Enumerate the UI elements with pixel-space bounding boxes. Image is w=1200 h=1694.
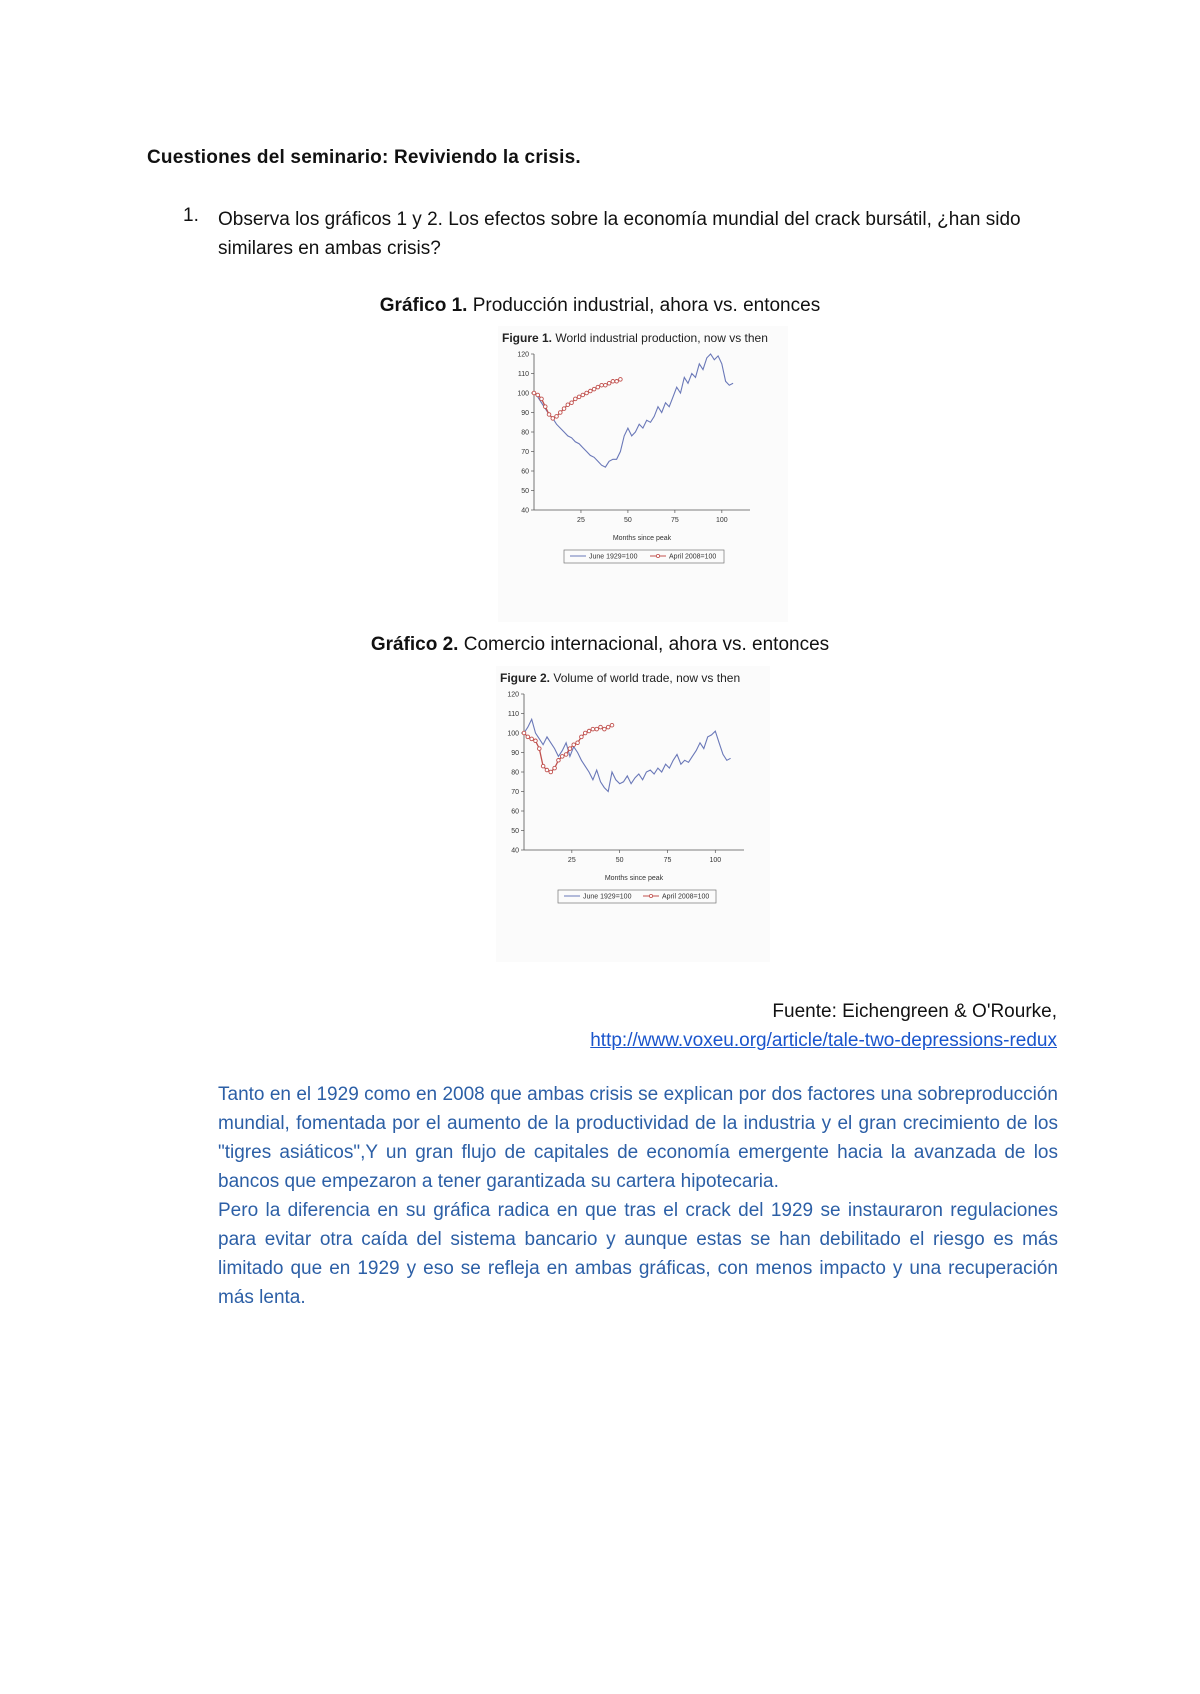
series-point (603, 727, 607, 731)
figure-1-svg (498, 326, 788, 622)
series-point (611, 380, 615, 384)
source-link[interactable]: http://www.voxeu.org/article/tale-two-depressions-redux (590, 1030, 1057, 1051)
series-point (585, 391, 589, 395)
y-tick-label: 110 (517, 371, 529, 378)
figure-2-caption-bold: Gráfico 2. (370, 634, 459, 655)
series-point (562, 407, 566, 411)
y-tick-label: 120 (507, 691, 519, 699)
figure-2-caption-text: Comercio internacional, ahora vs. entonces (458, 634, 830, 655)
series-point (600, 383, 604, 387)
series-point (568, 747, 572, 751)
answer-paragraph-1: Tanto en el 1929 como en 2008 que ambas crisis se explican por dos factores una sobreproducción mundial, fomentada por el aumento de la productividad de la industria y el gran crecimiento de los "tigres asiáticos",Y un gran flujo de capitales de economía emergente hacia la avanzada de los bancos que empezaron a tener garantizada su cartera hipotecaria. (218, 1084, 1058, 1192)
legend-marker (656, 554, 659, 557)
series-point (543, 405, 547, 409)
series-point (545, 768, 549, 772)
x-tick-label: 25 (567, 857, 576, 864)
figure-1-caption (0, 295, 1200, 317)
series-point (541, 764, 545, 768)
chart-title-text: Volume of world trade, now vs then (550, 671, 741, 685)
figure-2-svg (496, 666, 770, 962)
chart-title-bold: Figure 2. (500, 671, 551, 685)
figure-2-caption (0, 634, 1200, 656)
y-tick-label: 80 (511, 769, 519, 777)
y-tick-label: 90 (511, 750, 519, 757)
y-tick-label: 110 (507, 711, 519, 718)
y-tick-label: 60 (521, 468, 529, 476)
series-point (557, 759, 561, 763)
series-point (538, 747, 542, 751)
series-point (610, 723, 614, 727)
series-point (566, 403, 570, 407)
x-tick-label: 75 (670, 517, 679, 524)
series-point (560, 755, 564, 759)
legend-label: April 2008=100 (662, 893, 710, 901)
legend-marker (649, 894, 652, 897)
series-point (570, 401, 574, 405)
series-point (615, 380, 619, 384)
series-point (576, 741, 580, 745)
series-point (599, 725, 603, 729)
series-line-1 (524, 719, 731, 791)
series-point (540, 397, 544, 401)
y-tick-label: 70 (521, 449, 529, 456)
series-point (580, 735, 584, 739)
series-point (619, 378, 623, 382)
series-point (536, 393, 540, 397)
figure-1-chart (498, 326, 788, 622)
chart-title-text: World industrial production, now vs then (552, 331, 768, 345)
y-tick-label: 50 (521, 488, 529, 495)
legend-label: June 1929=100 (589, 553, 638, 561)
series-point (549, 770, 553, 774)
series-point (592, 387, 596, 391)
series-point (572, 743, 576, 747)
chart-title (500, 671, 740, 685)
series-point (574, 397, 578, 401)
figure-1-caption-bold: Gráfico 1. (379, 295, 468, 316)
series-point (526, 735, 530, 739)
x-axis-label: Months since peak (612, 535, 672, 542)
series-point (589, 389, 593, 393)
legend-label: June 1929=100 (583, 893, 632, 901)
y-tick-label: 40 (511, 847, 519, 855)
x-tick-label: 75 (663, 857, 672, 864)
series-point (555, 415, 559, 419)
question-text: Observa los gráficos 1 y 2. Los efectos sobre la economía mundial del crack bursátil, ¿han sido similares en ambas crisis? (218, 209, 1021, 259)
y-tick-label: 100 (507, 730, 519, 738)
y-tick-label: 100 (517, 390, 529, 398)
source-citation (590, 997, 1057, 1055)
y-tick-label: 90 (521, 410, 529, 417)
y-tick-label: 40 (521, 507, 529, 515)
question-number: 1. (183, 205, 199, 226)
chart-title-bold: Figure 1. (502, 331, 553, 345)
series-point (607, 381, 611, 385)
series-point (583, 731, 587, 735)
series-point (532, 391, 536, 395)
x-tick-label: 50 (615, 857, 624, 864)
x-axis-label: Months since peak (604, 875, 664, 882)
y-tick-label: 50 (511, 828, 519, 835)
chart-title (502, 331, 768, 345)
figure-1-caption-text: Producción industrial, ahora vs. entonces (467, 295, 821, 316)
series-point (596, 385, 600, 389)
series-point (577, 395, 581, 399)
x-tick-label: 100 (715, 517, 728, 524)
answer-block (218, 1080, 1058, 1312)
figure-2-chart (496, 666, 770, 962)
series-point (558, 411, 562, 415)
series-point (606, 725, 610, 729)
page-title: Cuestiones del seminario: Reviviendo la crisis. (147, 147, 581, 168)
series-point (587, 729, 591, 733)
legend-label: April 2008=100 (669, 553, 717, 561)
series-point (564, 753, 568, 757)
y-tick-label: 120 (517, 351, 529, 359)
series-point (522, 731, 526, 735)
series-point (534, 739, 538, 743)
series-point (581, 393, 585, 397)
y-tick-label: 80 (521, 429, 529, 437)
series-point (530, 737, 534, 741)
series-point (595, 727, 599, 731)
series-point (551, 417, 555, 421)
series-point (604, 383, 608, 387)
x-tick-label: 50 (624, 517, 632, 524)
y-tick-label: 70 (511, 789, 519, 796)
series-point (553, 766, 557, 770)
series-point (591, 727, 595, 731)
series-point (547, 413, 551, 417)
answer-paragraph-2: Pero la diferencia en su gráfica radica en que tras el crack del 1929 se instauraron regulaciones para evitar otra caída del sistema bancario y aunque estas se han debilitado el riesgo es más limitado que en 1929 y eso se refleja en ambas gráficas, con menos impacto y una recuperación más lenta. (218, 1200, 1058, 1308)
y-tick-label: 60 (511, 808, 519, 816)
source-label: Fuente: Eichengreen & O'Rourke, (772, 1001, 1057, 1022)
x-tick-label: 25 (577, 517, 585, 524)
x-tick-label: 100 (709, 857, 722, 864)
